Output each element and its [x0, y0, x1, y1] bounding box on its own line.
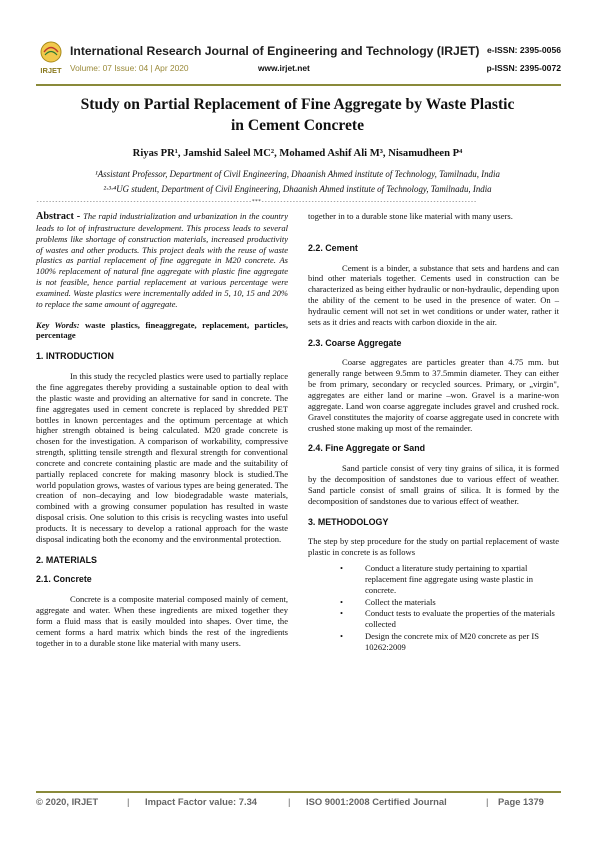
abstract-text: The rapid industrialization and urbanization in the country leads to lot of infrastructure development. This process leads to several problems like shortage of construction materials, increased productivity of wastes and other products. This project deals with the reuse of waste plastics as partial replacement of fine aggregate in M20 concrete. As 100% replacement of natural fine aggregate with plastic fine aggregate is not feasible, hence partial replacement at various percentage were examined. Waste plastics were incrementally added in 5, 10, 15 and 20% to replace the same amount of aggregate.	[36, 211, 288, 309]
concrete-text-continued	[308, 211, 559, 233]
footer-rule	[36, 791, 561, 793]
journal-website[interactable]: www.irjet.net	[258, 63, 310, 73]
method-steps	[308, 563, 559, 653]
list-item: • Conduct a literature study pertaining to xpartial replacement fine aggregate using waste plastic in concrete.	[340, 563, 559, 596]
footer-divider: |	[127, 796, 130, 807]
keywords-label: Key Words:	[36, 319, 85, 330]
list-item: • Collect the materials	[340, 597, 559, 608]
keywords	[36, 320, 288, 342]
journal-title: International Research Journal of Engineering and Technology (IRJET)	[70, 44, 480, 58]
pissn: p-ISSN: 2395-0072	[486, 63, 561, 73]
keywords-text: waste plastics, fineaggregate, replacement, particles, percentage	[36, 319, 289, 341]
method-heading: 3. METHODOLOGY	[308, 516, 389, 527]
footer-iso: ISO 9001:2008 Certified Journal	[306, 796, 447, 807]
left-column	[36, 211, 288, 648]
title-line-2: in Cement Concrete	[230, 117, 365, 134]
fine-heading: 2.4. Fine Aggregate or Sand	[308, 443, 426, 454]
coarse-text: Coarse aggregates are particles greater than 4.75 mm. but generally range between 9.5mm to 37.5mmin diameter. They can either be from primary, secondary or recycled sources. Primary, or „virgin", aggregates are either land or marine –won. Gravel is a marine-won aggregate. Land won coarse aggregate includes gravel and crushed rock. Gravel constitutes the majority of coarse aggregate used in concrete with crushed stone making up most of the remainder.	[308, 357, 559, 433]
footer-divider: |	[486, 796, 489, 807]
affiliation-1: ¹Assistant Professor, Department of Civil Engineering, Dhaanish Ahmed institute of Technology, Tamilnadu, India	[95, 169, 500, 179]
title-line-1: Study on Partial Replacement of Fine Aggregate by Waste Plastic	[80, 96, 515, 113]
cement-text: Cement is a binder, a substance that sets and hardens and can bind other materials together. Cements used in construction can be characterized as being either hydraulic or non-hydraulic, depending upon the ability of the cement to be used in the presence of water. On –hydraulic cement will not set in wet conditions or under water, rather it sets as it dries and reacts with carbon dioxide in the air.	[308, 262, 559, 327]
coarse-heading: 2.3. Coarse Aggregate	[308, 337, 402, 348]
concrete-heading: 2.1. Concrete	[36, 574, 92, 585]
materials-heading: 2. MATERIALS	[36, 554, 97, 565]
intro-text: In this study the recycled plastics were used to partially replace the fine aggregates thereby providing a sustainable option to deal with the plastic waste and providing an alternative for sand in concrete. The fine aggregates used in cement concrete is replaced by shredded PET bottles in known percentages and the optimum percentage at which higher strength obtained is being calculated. M20 grade concrete is chosen for the investigation. A comparison of workability, compressive strength, splitting tensile strength and flexural strength for conventional concrete and concrete containing plastic are made and the suitability of partially replaced concrete for making masonry block is studied.The world population grows, wastes of various types are being generated. The creation of non–decaying and low biodegradable waste materials, combined with a growing consumer population has resulted in waste disposal crisis. One solution to this crisis is recycling wastes into useful products. It is necessary to develop a rational approach for the waste disposal indicating both the economy and the environmental protection.	[36, 371, 288, 544]
abstract	[36, 211, 288, 310]
header-rule	[36, 84, 561, 86]
section-separator: ---------------------------------------------------------------------***---------------------------------------------------------------------	[36, 199, 477, 205]
concrete-text	[36, 594, 288, 648]
footer-divider: |	[288, 796, 291, 807]
list-item: • Design the concrete mix of M20 concrete as per IS 10262:2009	[340, 631, 559, 653]
logo-text: IRJET	[40, 66, 62, 75]
method-text: The step by step procedure for the study on partial replacement of waste plastic in concrete is as follows	[308, 536, 559, 558]
fine-text: Sand particle consist of very tiny grains of silica, it is formed by the decomposition of sandstones due to various effect of weather. Sand particle consist of small grains of silica. It is formed by the decomposition of sandstones due to various effect of weather.	[308, 463, 559, 506]
irjet-logo	[36, 40, 66, 76]
list-item: • Conduct tests to evaluate the properties of the materials collected	[340, 608, 559, 630]
intro-heading: 1. INTRODUCTION	[36, 351, 114, 362]
footer-copyright: © 2020, IRJET	[36, 796, 99, 807]
footer-impact-factor: Impact Factor value: 7.34	[145, 796, 258, 807]
authors: Riyas PR¹, Jamshid Saleel MC², Mohamed Ashif Ali M³, Nisamudheen P⁴	[132, 148, 463, 159]
journal-header	[36, 40, 561, 84]
affiliation-2: ²·³·⁴UG student, Department of Civil Engineering, Dhaanish Ahmed institute of Technology, Tamilnadu, India	[103, 184, 492, 194]
footer-page-number: Page 1379	[498, 796, 544, 807]
concrete-continuation: together in to a durable stone like material with many users.	[308, 211, 513, 221]
volume-issue: Volume: 07 Issue: 04 | Apr 2020	[70, 63, 189, 73]
cement-heading: 2.2. Cement	[308, 242, 358, 253]
paper-title	[50, 94, 545, 136]
eissn: e-ISSN: 2395-0056	[486, 45, 561, 55]
concrete-text-content: Concrete is a composite material composed mainly of cement, aggregate and water. When these ingredients are mixed together they form a fluid mass that is easily moulded into shapes. Over time, the cement forms a hard matrix which binds the rest of the ingredients together in to a durable stone like material with many users.	[36, 594, 288, 648]
right-column	[308, 211, 559, 654]
abstract-label: Abstract -	[36, 211, 84, 222]
